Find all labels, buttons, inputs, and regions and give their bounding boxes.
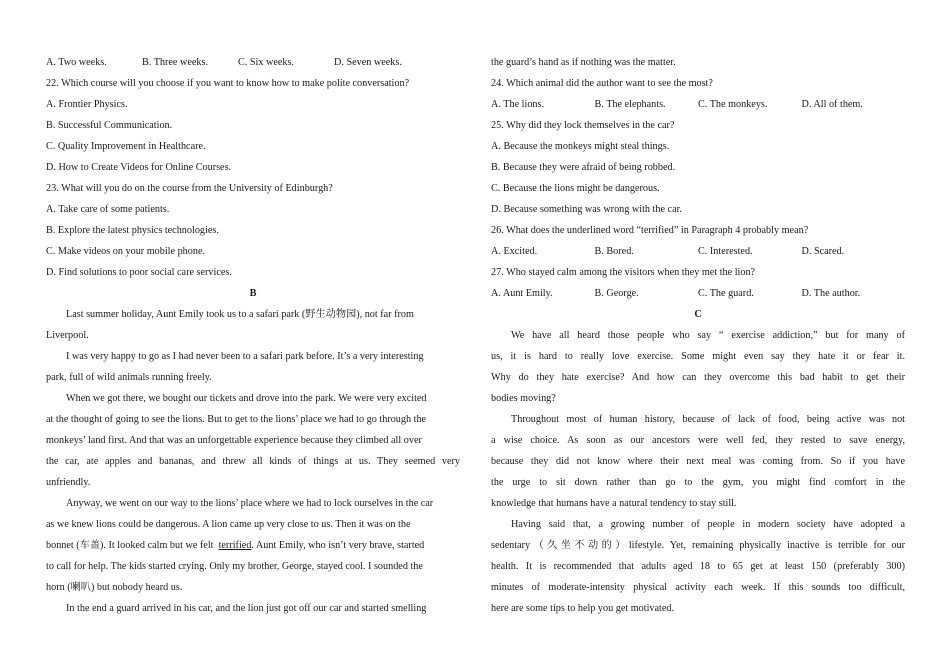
q23-option-a: A. Take care of some patients. (46, 204, 170, 215)
passage-b-line: to call for help. The kids started crying. Only my brother, George, stayed cool. I sounded the (46, 561, 423, 572)
passage-c-line: minutes of moderate-intensity physical activity each week. If this sounds too difficult, (491, 582, 905, 593)
q24-options (491, 94, 905, 115)
right-column (491, 52, 905, 619)
passage-b-line: When we got there, we bought our tickets and drove into the park. We were very excited (66, 393, 427, 404)
passage-b-line: In the end a guard arrived in his car, and the lion just got off our car and started smelling (66, 603, 427, 614)
q22-option-a: A. Frontier Physics. (46, 99, 128, 110)
q27-option-b: B. George. (594, 288, 639, 299)
q27-option-d: D. The author. (801, 288, 861, 299)
passage-c-line: bodies moving? (491, 393, 556, 404)
passage-c-line: knowledge that humans have a natural tendency to stay still. (491, 498, 737, 509)
q21-options (46, 52, 460, 73)
passage-c-line: Why do they hate exercise? And how can they overcome this bad habit to get their (491, 372, 905, 383)
q23-option-b: B. Explore the latest physics technologies. (46, 225, 219, 236)
q24-option-c: C. The monkeys. (698, 99, 768, 110)
question-22: 22. Which course will you choose if you want to know how to make polite conversation? (46, 78, 410, 89)
q25-option-b: B. Because they were afraid of being robbed. (491, 162, 676, 173)
passage-c-line: a wise choice. As soon as our ancestors were well fed, they rested to save energy, (491, 435, 905, 446)
question-26: 26. What does the underlined word “terrified” in Paragraph 4 probably mean? (491, 225, 809, 236)
q25-option-d: D. Because something was wrong with the car. (491, 204, 682, 215)
passage-c-line: the urge to sit down rather than go to the gym, you might find comfort in the (491, 477, 905, 488)
passage-b-line: park, full of wild animals running freely. (46, 372, 212, 383)
passage-b-line: the car, ate apples and bananas, and threw all kinds of things at us. They seemed very (46, 456, 460, 467)
q21-option-a: A. Two weeks. (46, 57, 107, 68)
q24-option-a: A. The lions. (491, 99, 545, 110)
passage-c-line: Throughout most of human history, because of lack of food, being active was not (511, 414, 905, 425)
passage-b-line: Anyway, we went on our way to the lions’ place where we had to lock ourselves in the car (66, 498, 434, 509)
question-25: 25. Why did they lock themselves in the car? (491, 120, 675, 131)
q21-option-c: C. Six weeks. (238, 57, 295, 68)
q25-option-c: C. Because the lions might be dangerous. (491, 183, 660, 194)
q21-option-b: B. Three weeks. (142, 57, 209, 68)
q22-option-b: B. Successful Communication. (46, 120, 173, 131)
passage-c-line: because they did not know where their next meal was coming from. So if you have (491, 456, 905, 467)
passage-b-line: Last summer holiday, Aunt Emily took us to a safari park (野生动物园), not far from (66, 309, 414, 320)
q26-option-a: A. Excited. (491, 246, 538, 257)
question-27: 27. Who stayed calm among the visitors when they met the lion? (491, 267, 756, 278)
q26-options (491, 241, 905, 262)
question-24: 24. Which animal did the author want to see the most? (491, 78, 713, 89)
q24-option-b: B. The elephants. (594, 99, 666, 110)
question-23: 23. What will you do on the course from the University of Edinburgh? (46, 183, 333, 194)
passage-b-continuation: the guard’s hand as if nothing was the matter. (491, 57, 676, 68)
section-b-heading: B (249, 288, 257, 299)
passage-b-line: at the thought of going to see the lions. But to get to the lions’ place we had to go through the (46, 414, 427, 425)
passage-c-line: sedentary（久坐不动的）lifestyle. Yet, remaining physically inactive is terrible for our (491, 540, 905, 551)
q22-option-c: C. Quality Improvement in Healthcare. (46, 141, 206, 152)
passage-b-line: unfriendly. (46, 477, 91, 488)
passage-c-line: here are some tips to help you get motivated. (491, 603, 675, 614)
passage-b-line: Liverpool. (46, 330, 89, 341)
q27-options (491, 283, 905, 304)
q25-option-a: A. Because the monkeys might steal things. (491, 141, 670, 152)
q22-option-d: D. How to Create Videos for Online Courses. (46, 162, 232, 173)
q27-option-a: A. Aunt Emily. (491, 288, 553, 299)
q23-option-d: D. Find solutions to poor social care services. (46, 267, 232, 278)
q26-option-d: D. Scared. (801, 246, 845, 257)
passage-b-segment: . Aunt Emily, who isn’t very brave, started (251, 540, 425, 551)
passage-c-line: us, it is hard to really love exercise. Some might even say they hate it or fear it. (491, 351, 905, 362)
q26-option-c: C. Interested. (698, 246, 753, 257)
passage-c-line: Having said that, a growing number of people in modern society have adopted a (511, 519, 905, 530)
passage-c-line: health. It is recommended that adults aged 18 to 65 get at least 150 (preferably 300) (491, 561, 905, 572)
passage-b-line: horn (喇叭) but nobody heard us. (46, 582, 183, 593)
section-c-heading: C (694, 309, 702, 320)
passage-b-line: I was very happy to go as I had never been to a safari park before. It’s a very interesting (66, 351, 424, 362)
passage-b-line (46, 535, 460, 556)
passage-b-line: monkeys’ land first. And that was an unforgettable experience because they climbed all over (46, 435, 422, 446)
passage-b-line: as we knew lions could be dangerous. A lion came up very close to us. Then it was on the (46, 519, 411, 530)
underlined-word-terrified: terrified (218, 540, 252, 551)
q27-option-c: C. The guard. (698, 288, 754, 299)
passage-c-line: We have all heard those people who say “ exercise addiction,” but for many of (511, 330, 905, 341)
q23-option-c: C. Make videos on your mobile phone. (46, 246, 206, 257)
q26-option-b: B. Bored. (594, 246, 634, 257)
q24-option-d: D. All of them. (801, 99, 863, 110)
q21-option-d: D. Seven weeks. (334, 57, 402, 68)
passage-b-segment: bonnet (车盖). It looked calm but we felt (46, 540, 214, 551)
left-column (46, 52, 460, 619)
